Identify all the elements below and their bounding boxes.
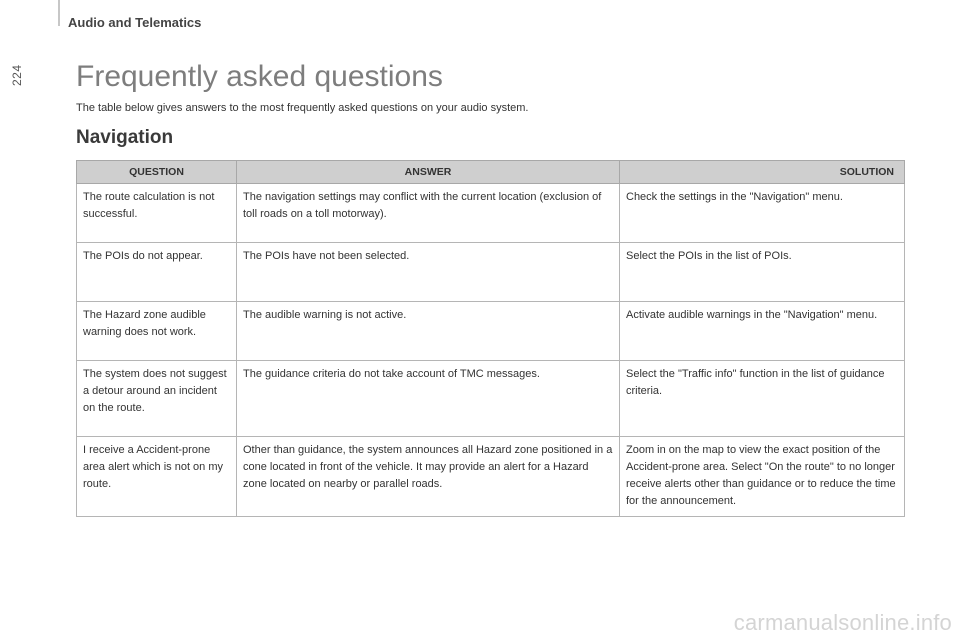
- page-title: Frequently asked questions: [76, 60, 443, 93]
- question-cell: The POIs do not appear.: [77, 243, 237, 302]
- answer-cell: The audible warning is not active.: [237, 302, 620, 361]
- solution-cell: Check the settings in the "Navigation" menu.: [620, 184, 905, 243]
- table-row: [77, 437, 905, 517]
- watermark: carmanualsonline.info: [733, 610, 952, 635]
- navigation-heading: Navigation: [76, 127, 174, 148]
- answer-cell: The guidance criteria do not take account of TMC messages.: [237, 361, 620, 437]
- table-header-row: [77, 161, 905, 184]
- header-divider: [58, 0, 60, 26]
- question-cell: The Hazard zone audible warning does not work.: [77, 302, 237, 361]
- solution-cell: Select the "Traffic info" function in the list of guidance criteria.: [620, 361, 905, 437]
- question-cell: The route calculation is not successful.: [77, 184, 237, 243]
- answer-cell: Other than guidance, the system announces all Hazard zone positioned in a cone located in front of the vehicle. It may provide an alert for a Hazard zone located on nearby or parallel roads.: [237, 437, 620, 517]
- page-number: 224: [10, 64, 24, 86]
- table-row: [77, 302, 905, 361]
- section-title: Audio and Telematics: [68, 15, 202, 30]
- table-row: [77, 243, 905, 302]
- column-header-question: QUESTION: [77, 161, 237, 184]
- column-header-solution: SOLUTION: [620, 161, 905, 184]
- question-cell: I receive a Accident-prone area alert which is not on my route.: [77, 437, 237, 517]
- faq-table: [76, 160, 905, 517]
- solution-cell: Select the POIs in the list of POIs.: [620, 243, 905, 302]
- solution-cell: Zoom in on the map to view the exact position of the Accident-prone area. Select "On the route" to no longer receive alerts other than guidance or to reduce the time for the announcement.: [620, 437, 905, 517]
- question-cell: The system does not suggest a detour around an incident on the route.: [77, 361, 237, 437]
- column-header-answer: ANSWER: [237, 161, 620, 184]
- solution-cell: Activate audible warnings in the "Navigation" menu.: [620, 302, 905, 361]
- table-row: [77, 361, 905, 437]
- answer-cell: The navigation settings may conflict with the current location (exclusion of toll roads on a toll motorway).: [237, 184, 620, 243]
- table-row: [77, 184, 905, 243]
- answer-cell: The POIs have not been selected.: [237, 243, 620, 302]
- intro-text: The table below gives answers to the most frequently asked questions on your audio system.: [76, 102, 529, 114]
